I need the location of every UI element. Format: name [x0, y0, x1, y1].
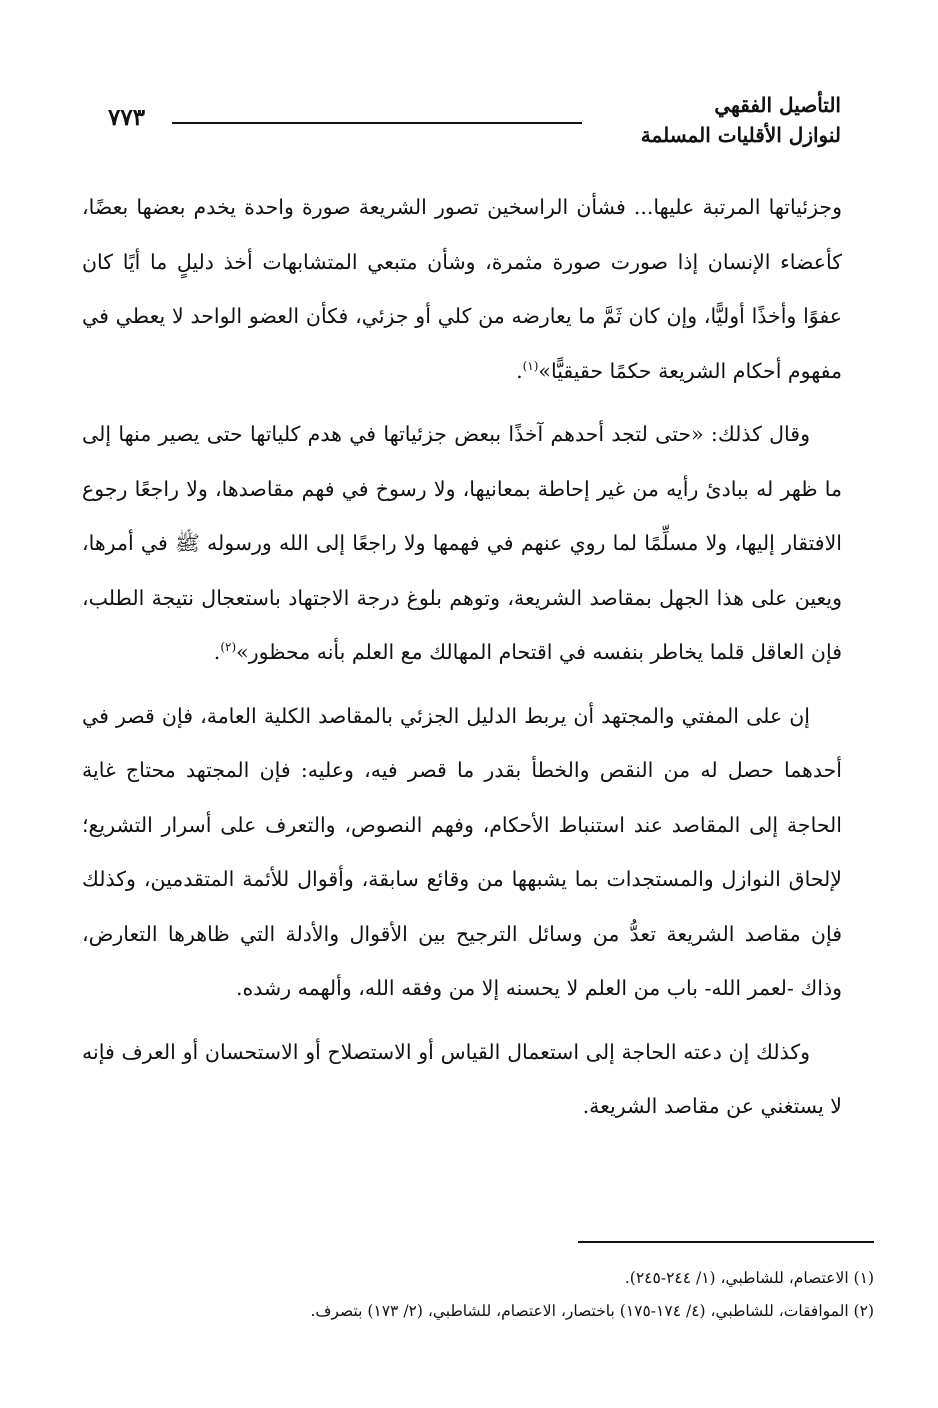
paragraph-end: . [213, 640, 221, 664]
paragraph-text: وجزئياتها المرتبة عليها... فشأن الراسخين تصور الشريعة صورة واحدة يخدم بعضها بعضًا، كأعضاء الإنسان إذا صورت صورة مثمرة، وشأن متبعي المتشابهات أخذ دليلٍ ما أيًا كان عفوًا وأخذًا أوليًّا، وإن كان ثَمَّ ما يعارضه من كلي أو جزئي، فكأن العضو الواحد لا يعطي في مفهوم أحكام الشريعة حكمًا حقيقيًّا» [82, 195, 842, 383]
footnote-ref-2: (٢) [220, 640, 237, 655]
page-number: ٧٧٣ [108, 104, 146, 131]
book-title-line-1: التأصيل الفقهي [714, 93, 841, 117]
paragraph-text: وقال كذلك: «حتى لتجد أحدهم آخذًا ببعض جزئياتها في هدم كلياتها حتى يصير منها إلى ما ظهر له ببادئ رأيه من غير إحاطة بمعانيها، ولا رسوخ في فهم مقاصدها، ولا راجعًا رجوع الافتقار إليها، ولا مسلِّمًا لما روي عنهم في فهمها ولا راجعًا إلى الله ورسوله ﷺ في أمرها، ويعين على هذا الجهل بمقاصد الشريعة، وتوهم بلوغ درجة الاجتهاد باستعجال نتيجة الطلب، فإن العاقل قلما يخاطر بنفسه في اقتحام المهالك مع العلم بأنه محظور» [82, 422, 842, 664]
header-rule [172, 122, 582, 124]
paragraph-1 [82, 180, 842, 398]
book-title-line-2: لنوازل الأقليات المسلمة [640, 123, 841, 147]
book-title [641, 90, 841, 150]
footnotes [82, 1262, 874, 1328]
paragraph-text: إن على المفتي والمجتهد أن يربط الدليل الجزئي بالمقاصد الكلية العامة، فإن قصر في أحدهما حصل له من النقص والخطأ بقدر ما قصر فيه، وعليه: فإن المجتهد محتاج غاية الحاجة إلى المقاصد عند استنباط الأحكام، وفهم النصوص، والتعرف على أسرار التشريع؛ لإلحاق النوازل والمستجدات بما يشبهها من وقائع سابقة، وأقوال للأئمة المتقدمين، وكذلك فإن مقاصد الشريعة تعدُّ من وسائل الترجيح بين الأقوال والأدلة التي ظاهرها التعارض، وذاك -لعمر الله- باب من العلم لا يحسنه إلا من وفقه الله، وألهمه رشده. [82, 703, 842, 1000]
footnote-rule [578, 1241, 874, 1243]
paragraph-3 [82, 689, 842, 1016]
page-header [108, 90, 841, 160]
paragraph-text: وكذلك إن دعته الحاجة إلى استعمال القياس أو الاستصلاح أو الاستحسان أو العرف فإنه لا يستغني عن مقاصد الشريعة. [82, 1039, 842, 1118]
paragraph-2 [82, 407, 842, 680]
footnote-ref-1: (١) [522, 358, 539, 373]
paragraph-end: . [516, 358, 523, 383]
footnote-1: (١) الاعتصام، للشاطبي، (١/ ٢٤٤-٢٤٥). [624, 1269, 874, 1287]
footnote-2: (٢) الموافقات، للشاطبي، (٤/ ١٧٤-١٧٥) باختصار، الاعتصام، للشاطبي، (٢/ ١٧٣) بتصرف. [310, 1302, 874, 1320]
main-text [82, 180, 842, 1143]
paragraph-4 [82, 1025, 842, 1134]
